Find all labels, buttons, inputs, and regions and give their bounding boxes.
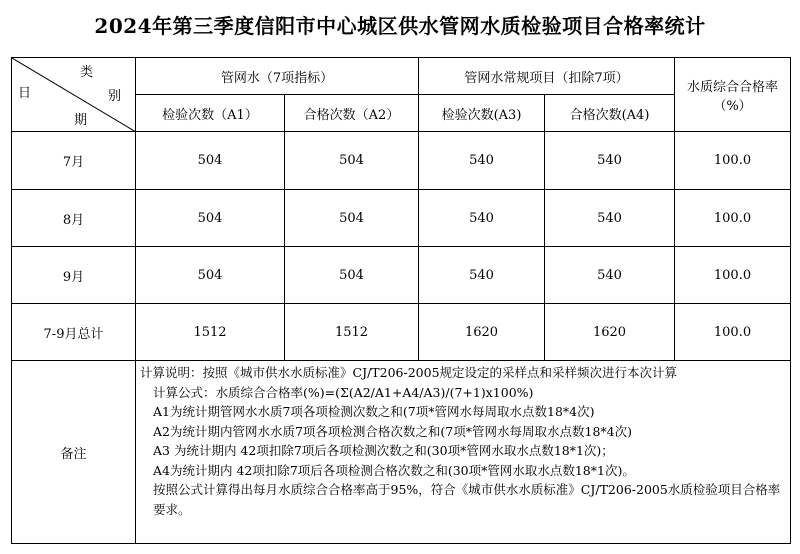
corner-period-label: 日 <box>18 86 32 101</box>
notes-content <box>136 361 791 544</box>
header-a3: 检验次数(A3) <box>419 95 545 132</box>
cell-a1: 504 <box>136 132 285 190</box>
note-line: 计算公式：水质综合合格率(%)=(Σ(A2/A1+A4/A3)/(7+1)x100%) <box>153 384 534 400</box>
row-period: 7-9月总计 <box>12 304 136 361</box>
corner-header-cell <box>12 58 136 132</box>
cell-rate: 100.0 <box>675 132 791 190</box>
group-header-pipe-water: 管网水（7项指标） <box>136 58 419 95</box>
note-line: 计算说明：按照《城市供水水质标准》CJ/T206-2005规定设定的采样点和采样频次进行本次计算 <box>140 365 678 380</box>
table-row <box>12 190 791 247</box>
cell-a3: 540 <box>419 190 545 247</box>
cell-a1: 504 <box>136 247 285 304</box>
cell-rate: 100.0 <box>675 304 791 361</box>
cell-a1: 1512 <box>136 304 285 361</box>
header-composite-rate: 水质综合合格率（%） <box>675 58 791 132</box>
pass-rate-table <box>11 57 791 544</box>
note-line: A3 为统计期内 42项扣除7项后各项检测次数之和(30项*管网水取水点数18*1次)； <box>153 443 614 458</box>
cell-rate: 100.0 <box>675 247 791 304</box>
cell-a2: 504 <box>285 190 419 247</box>
cell-a2: 504 <box>285 132 419 190</box>
row-period: 8月 <box>12 190 136 247</box>
corner-period-label-2: 期 <box>74 113 88 128</box>
table-row <box>12 247 791 304</box>
header-a1: 检验次数（A1） <box>136 95 285 132</box>
cell-a4: 540 <box>545 247 675 304</box>
table-row-total <box>12 304 791 361</box>
corner-category-label: 类 <box>80 65 94 80</box>
row-period: 9月 <box>12 247 136 304</box>
note-line: A2为统计期内管网水水质7项各项检测合格次数之和(7项*管网水每周取水点数18*4次) <box>153 423 632 439</box>
cell-a3: 540 <box>419 247 545 304</box>
cell-a4: 540 <box>545 132 675 190</box>
table-row <box>12 132 791 190</box>
cell-a4: 540 <box>545 190 675 247</box>
cell-a3: 1620 <box>419 304 545 361</box>
cell-a2: 504 <box>285 247 419 304</box>
group-header-routine-items: 管网水常规项目（扣除7项） <box>419 58 675 95</box>
cell-a2: 1512 <box>285 304 419 361</box>
corner-category-label-2: 别 <box>108 89 122 104</box>
cell-rate: 100.0 <box>675 190 791 247</box>
row-period: 7月 <box>12 132 136 190</box>
note-line: A1为统计期管网水水质7项各项检测次数之和(7项*管网水每周取水点数18*4次) <box>153 404 595 419</box>
cell-a4: 1620 <box>545 304 675 361</box>
report-title: 2024年第三季度信阳市中心城区供水管网水质检验项目合格率统计 <box>94 14 706 38</box>
cell-a1: 504 <box>136 190 285 247</box>
note-line: 按照公式计算得出每月水质综合合格率高于95%，符合《城市供水水质标准》CJ/T206-2005水质检验项目合格率要求。 <box>153 482 781 517</box>
notes-label: 备注 <box>12 361 136 544</box>
header-a4: 合格次数(A4) <box>545 95 675 132</box>
note-line: A4为统计期内 42项扣除7项后各项检测合格次数之和(30项*管网水取水点数18*1次)。 <box>153 462 635 478</box>
header-a2: 合格次数（A2） <box>285 95 419 132</box>
cell-a3: 540 <box>419 132 545 190</box>
notes-row <box>12 361 791 544</box>
